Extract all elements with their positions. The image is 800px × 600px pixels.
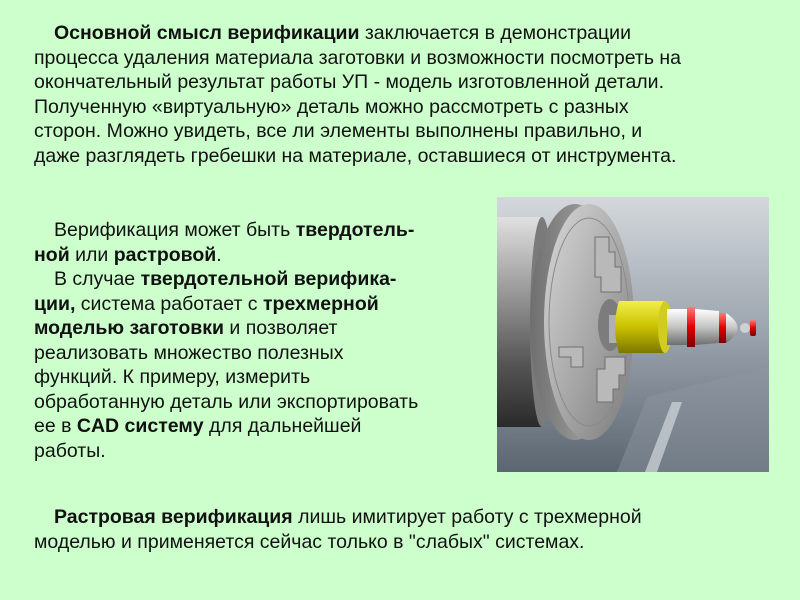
types-line-9: ее в CAD системy для дальнейшей [34,415,362,437]
intro-line-4: Полученную «виртуальную» деталь можно рассмотреть с разных [34,95,629,118]
types-line-4: ции, система работает с трехмерной [34,292,379,315]
verification-types-paragraph [34,218,484,463]
types-line-8: обработанную деталь или экспортировать [34,390,419,413]
types-line-2: ной или растровой. [34,243,222,266]
intro-line-6: даже разглядеть гребешки на материале, оставшиеся от инструмента. [34,144,677,167]
raster-bold-term: Растровая верификация [54,506,293,528]
lathe-chuck-image [497,197,769,472]
types-line-1: Верификация может быть твердотель- [54,219,415,241]
types-line-5: моделью заготовки и позволяет [34,317,338,339]
lathe-verification-render [497,197,769,472]
types-line-7: функций. К примеру, измерить [34,366,311,388]
intro-line-3: окончательный результат работы УП - модель изготовленной детали. [34,71,664,93]
types-line-6: реализовать множество полезных [34,341,344,364]
types-line-3: В случае твердотельной верифика- [54,268,397,290]
types-line-10: работы. [34,439,106,462]
intro-bold-term: Основной смысл верификации [54,22,360,44]
intro-line-1: Основной смысл верификации заключается в демонстрации [54,22,631,44]
intro-line-2: процесса удаления материала заготовки и возможности посмотреть на [34,46,682,69]
raster-paragraph [34,505,774,554]
raster-line-2: моделью и применяется сейчас только в "слабых" системах. [34,530,585,553]
intro-line-5: сторон. Можно увидеть, все ли элементы выполнены правильно, и [34,120,643,142]
raster-line-1: Растровая верификация лишь имитирует работу с трехмерной [54,506,642,528]
intro-paragraph [34,21,774,168]
